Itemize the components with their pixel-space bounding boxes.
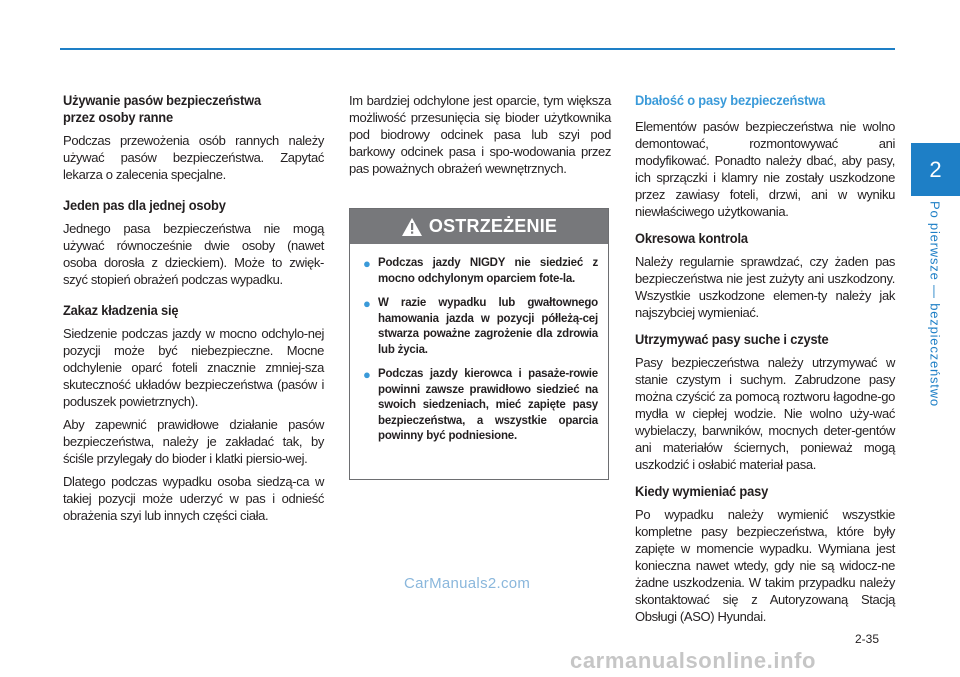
paragraph: Dlatego podczas wypadku osoba siedzą-ca w takiej pozycji może uderzyć w pas i odnieść obrażenia szyi lub innych części ciała. xyxy=(63,474,324,523)
warning-header xyxy=(350,209,608,244)
paragraph: Siedzenie podczas jazdy w mocno odchylo-nej pozycji może być niebezpieczne. Mocne odchylenie oparć foteli znacznie zmniej-sza skuteczność układów bezpieczeństwa (pasów i poduszek powietrznych). xyxy=(63,326,324,409)
paragraph: Należy regularnie sprawdzać, czy żaden pas bezpieczeństwa nie jest zużyty ani uszkodzony. Wszystkie uszkodzone elemen-ty należy jak najszybciej wymieniać. xyxy=(635,254,895,320)
warning-item-text: W razie wypadku lub gwałtownego hamowania jazda w pozycji półleżą-cej stwarza poważne zagrożenie dla zdrowia lub życia. xyxy=(378,297,598,356)
warning-item-text: Podczas jazdy kierowca i pasaże-rowie powinni zawsze prawidłowo siedzieć na swoich siedzeniach, mieć zapięte pasy bezpieczeństwa, a wszystkie oparcia powinny być podniesione. xyxy=(378,368,598,442)
section-title-replace: Kiedy wymieniać pasy xyxy=(635,483,769,499)
paragraph: Im bardziej odchylone jest oparcie, tym większa możliwość przesunięcia się bioder użytkownika pod biodrowy odcinek pasa lub szyi pod barkowy odcinek pasa i spo-wodowania przez pas poważnych obrażeń wewnętrznych. xyxy=(349,93,611,176)
paragraph: Pasy bezpieczeństwa należy utrzymywać w stanie czystym i suchym. Zabrudzone pasy można czyścić za pomocą roztworu łagodne-go mydła w ciepłej wodzie. Nie wolno uży-wać wybielaczy, barwników, mocnych deter-gentów ani materiałów ściernych, ponieważ mogą uszkodzić i osłabić materiał pasa. xyxy=(635,355,895,472)
column-left xyxy=(63,92,324,534)
bullet-icon: ● xyxy=(363,296,371,311)
watermark-footer: carmanualsonline.info xyxy=(570,648,817,673)
paragraph: Podczas przewożenia osób rannych należy używać pasów bezpieczeństwa. Zapytać lekarza o zalecenia specjalne. xyxy=(63,133,324,182)
section-title-one-belt: Jeden pas dla jednej osoby xyxy=(63,197,226,213)
chapter-label-text: Po pierwsze — bezpieczeństwo xyxy=(927,201,943,407)
section-title-no-reclining: Zakaz kładzenia się xyxy=(63,302,179,318)
section-title-keep-clean: Utrzymywać pasy suche i czyste xyxy=(635,331,829,347)
section-title-line: Używanie pasów bezpieczeństwa xyxy=(63,92,261,108)
column-right xyxy=(635,92,895,635)
chapter-tab[interactable]: 2 xyxy=(911,143,960,196)
paragraph: Jednego pasa bezpieczeństwa nie mogą używać równocześnie dwie osoby (nawet osoba dorosła z dzieckiem). Może to zwięk-szyć stopień obrażeń podczas wypadku. xyxy=(63,221,324,287)
bullet-icon: ● xyxy=(363,256,371,271)
paragraph: Aby zapewnić prawidłowe działanie pasów bezpieczeństwa, należy je zakładać tak, by ściśle przylegały do bioder i klatki piersio-wej. xyxy=(63,417,324,466)
section-title-line: przez osoby ranne xyxy=(63,109,173,125)
warning-item xyxy=(362,367,598,445)
column-middle xyxy=(349,92,611,187)
warning-box xyxy=(349,208,609,480)
top-rule xyxy=(60,48,895,50)
section-title-injured xyxy=(63,92,303,126)
warning-label: OSTRZEŻENIE xyxy=(428,216,558,236)
warning-item xyxy=(362,256,598,287)
section-title-belt-care: Dbałość o pasy bezpieczeństwa xyxy=(635,92,826,108)
bullet-icon: ● xyxy=(363,367,371,382)
paragraph: Po wypadku należy wymienić wszystkie kompletne pasy bezpieczeństwa, które były zapięte w momencie wypadku. Wymiana jest konieczna nawet wtedy, gdy nie są widocz-ne żadne uszkodzenia. W takim przypadku należy skontaktować się z Autoryzowaną Stacją Obsługi (ASO) Hyundai. xyxy=(635,507,895,624)
warning-item xyxy=(362,296,598,358)
warning-triangle-icon xyxy=(401,217,423,237)
warning-item-text: Podczas jazdy NIGDY nie siedzieć z mocno odchylonym oparciem fote-la. xyxy=(378,257,598,285)
paragraph: Elementów pasów bezpieczeństwa nie wolno demontować, rozmontowywać ani modyfikować. Ponadto należy dbać, aby pasy, ich sprzączki i klamry nie zostały uszkodzone przez zawiasy foteli, drzwi, ani w wyniku niewłaściwego użytkowania. xyxy=(635,119,895,219)
chapter-label xyxy=(920,201,950,411)
section-title-periodic-check: Okresowa kontrola xyxy=(635,230,748,246)
watermark-inline[interactable]: CarManuals2.com xyxy=(404,575,531,592)
page-number: 2-35 xyxy=(855,632,880,646)
warning-list xyxy=(362,256,598,445)
